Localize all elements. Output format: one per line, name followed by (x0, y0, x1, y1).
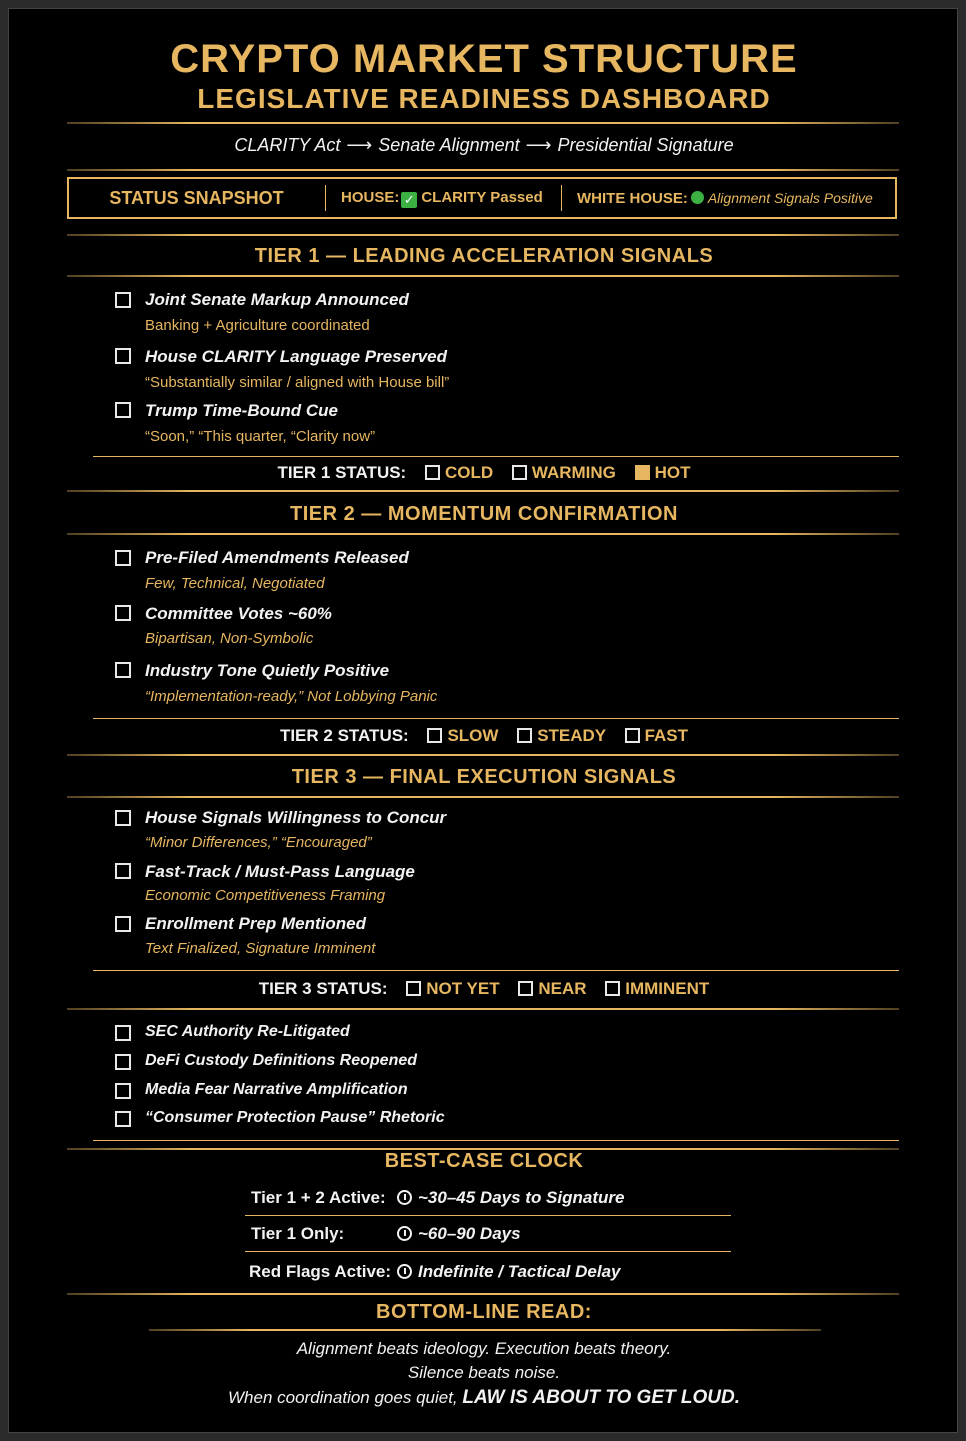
checkbox-icon (512, 465, 527, 480)
white-house-status (577, 179, 873, 217)
clock-icon (397, 1190, 412, 1205)
bottom-line-1: Alignment beats ideology. Execution beats theory. (296, 1339, 672, 1358)
tier1-item-1-sub: Banking + Agriculture coordinated (145, 317, 370, 334)
checkbox-icon (406, 981, 421, 996)
tier3-option-imminent[interactable]: IMMINENT (605, 979, 709, 998)
tier2-item-2-title: Committee Votes ~60% (145, 604, 332, 623)
tier2-option-fast[interactable]: FAST (625, 726, 688, 745)
tier1-option-hot[interactable]: HOT (635, 463, 691, 482)
tier3-heading: TIER 3 — FINAL EXECUTION SIGNALS (291, 766, 677, 788)
status-snapshot (67, 177, 897, 219)
divider (67, 275, 899, 277)
white-house-label: WHITE HOUSE: (577, 190, 688, 207)
red-flag-3-checkbox[interactable] (115, 1083, 131, 1099)
divider (67, 796, 899, 798)
tier1-item-1-title: Joint Senate Markup Announced (145, 290, 409, 309)
divider (67, 1293, 899, 1295)
tier1-item-2-checkbox[interactable] (115, 348, 131, 364)
checkbox-filled-icon (635, 465, 650, 480)
divider (67, 122, 899, 124)
tier2-item-1-title: Pre-Filed Amendments Released (145, 548, 409, 567)
divider (67, 754, 899, 756)
house-value: CLARITY Passed (421, 189, 543, 206)
tier3-option-near[interactable]: NEAR (518, 979, 586, 998)
divider (561, 185, 562, 211)
divider (93, 718, 899, 719)
tier1-status-label: TIER 1 STATUS: (277, 463, 407, 482)
divider (67, 533, 899, 535)
flow-step-3: Presidential Signature (557, 135, 734, 155)
red-flag-2: DeFi Custody Definitions Reopened (145, 1052, 418, 1069)
clock-row-1-value: ~30–45 Days to Signature (397, 1188, 624, 1208)
tier1-option-warming[interactable]: WARMING (512, 463, 616, 482)
tier2-item-2-sub: Bipartisan, Non-Symbolic (145, 630, 314, 647)
clock-row-2-label: Tier 1 Only: (251, 1224, 345, 1243)
tier1-heading: TIER 1 — LEADING ACCELERATION SIGNALS (254, 245, 714, 267)
divider (93, 970, 899, 971)
tier3-item-2-sub: Economic Competitiveness Framing (145, 887, 386, 904)
clock-heading: BEST-CASE CLOCK (384, 1150, 584, 1172)
arrow-right-icon: ⟶ (525, 135, 552, 155)
red-flag-2-checkbox[interactable] (115, 1054, 131, 1070)
tier1-item-3-title: Trump Time-Bound Cue (145, 401, 338, 420)
tier2-item-3-checkbox[interactable] (115, 662, 131, 678)
divider (93, 1140, 899, 1141)
bottom-line-3-emphasis: LAW IS ABOUT TO GET LOUD. (462, 1387, 740, 1408)
clock-icon (397, 1264, 412, 1279)
red-flag-1-checkbox[interactable] (115, 1025, 131, 1041)
divider (149, 1329, 821, 1331)
check-icon: ✓ (401, 192, 417, 208)
tier1-item-1-checkbox[interactable] (115, 292, 131, 308)
divider (245, 1215, 731, 1216)
divider (67, 490, 899, 492)
legislative-flow (9, 135, 959, 156)
red-flag-1: SEC Authority Re-Litigated (145, 1023, 350, 1040)
page-title: CRYPTO MARKET STRUCTURE (170, 37, 798, 81)
checkbox-icon (425, 465, 440, 480)
divider (67, 1008, 899, 1010)
flow-step-1: CLARITY Act (234, 135, 341, 155)
checkbox-icon (518, 981, 533, 996)
tier2-item-2-checkbox[interactable] (115, 605, 131, 621)
red-flag-3: Media Fear Narrative Amplification (145, 1081, 408, 1098)
divider (93, 456, 899, 457)
checkbox-icon (605, 981, 620, 996)
white-house-value: Alignment Signals Positive (707, 190, 873, 206)
checkbox-icon (517, 728, 532, 743)
clock-row-3-value: Indefinite / Tactical Delay (397, 1262, 621, 1282)
red-flag-4: “Consumer Protection Pause” Rhetoric (145, 1109, 445, 1126)
house-label: HOUSE: (341, 189, 400, 206)
divider (245, 1251, 731, 1252)
tier1-item-3-checkbox[interactable] (115, 402, 131, 418)
page-subtitle: LEGISLATIVE READINESS DASHBOARD (197, 83, 771, 114)
tier2-status-label: TIER 2 STATUS: (279, 726, 409, 745)
bottom-line-3-lead: When coordination goes quiet, (228, 1388, 458, 1407)
bottom-line-3 (9, 1387, 959, 1409)
tier2-heading: TIER 2 — MOMENTUM CONFIRMATION (290, 503, 678, 525)
divider (325, 185, 326, 211)
tier2-item-1-checkbox[interactable] (115, 550, 131, 566)
house-status (341, 179, 543, 217)
tier2-item-3-sub: “Implementation-ready,” Not Lobbying Panic (145, 688, 438, 705)
tier2-status (9, 726, 959, 746)
tier3-status-label: TIER 3 STATUS: (258, 979, 388, 998)
checkbox-icon (427, 728, 442, 743)
flow-step-2: Senate Alignment (378, 135, 520, 155)
tier3-item-3-sub: Text Finalized, Signature Imminent (145, 940, 376, 957)
clock-row-3-label: Red Flags Active: (249, 1262, 392, 1281)
clock-row-2-value: ~60–90 Days (397, 1224, 521, 1244)
arrow-right-icon: ⟶ (346, 135, 373, 155)
tier3-item-3-checkbox[interactable] (115, 916, 131, 932)
tier1-item-2-title: House CLARITY Language Preserved (145, 347, 447, 366)
tier1-item-2-sub: “Substantially similar / aligned with House bill” (145, 374, 450, 391)
green-dot-icon (691, 191, 704, 204)
tier3-item-1-title: House Signals Willingness to Concur (145, 808, 447, 827)
bottom-heading: BOTTOM-LINE READ: (376, 1301, 592, 1323)
dashboard-frame (8, 8, 958, 1433)
clock-row-1-label: Tier 1 + 2 Active: (251, 1188, 386, 1207)
tier2-option-steady[interactable]: STEADY (517, 726, 606, 745)
tier3-item-1-checkbox[interactable] (115, 810, 131, 826)
red-flag-4-checkbox[interactable] (115, 1111, 131, 1127)
tier1-option-cold[interactable]: COLD (425, 463, 493, 482)
tier3-item-1-sub: “Minor Differences,” “Encouraged” (145, 834, 372, 851)
clock-icon (397, 1226, 412, 1241)
tier3-option-not-yet[interactable]: NOT YET (406, 979, 499, 998)
tier1-status (9, 463, 959, 483)
tier2-option-slow[interactable]: SLOW (427, 726, 498, 745)
divider (67, 169, 899, 171)
tier3-item-2-title: Fast-Track / Must-Pass Language (145, 862, 415, 881)
snapshot-label: STATUS SNAPSHOT (109, 188, 284, 208)
divider (67, 234, 899, 236)
bottom-line-2: Silence beats noise. (407, 1363, 561, 1382)
tier3-item-2-checkbox[interactable] (115, 863, 131, 879)
tier3-item-3-title: Enrollment Prep Mentioned (145, 914, 367, 933)
checkbox-icon (625, 728, 640, 743)
tier3-status (9, 979, 959, 999)
tier1-item-3-sub: “Soon,” “This quarter, “Clarity now” (145, 428, 376, 445)
tier2-item-3-title: Industry Tone Quietly Positive (145, 661, 390, 680)
tier2-item-1-sub: Few, Technical, Negotiated (145, 575, 325, 592)
